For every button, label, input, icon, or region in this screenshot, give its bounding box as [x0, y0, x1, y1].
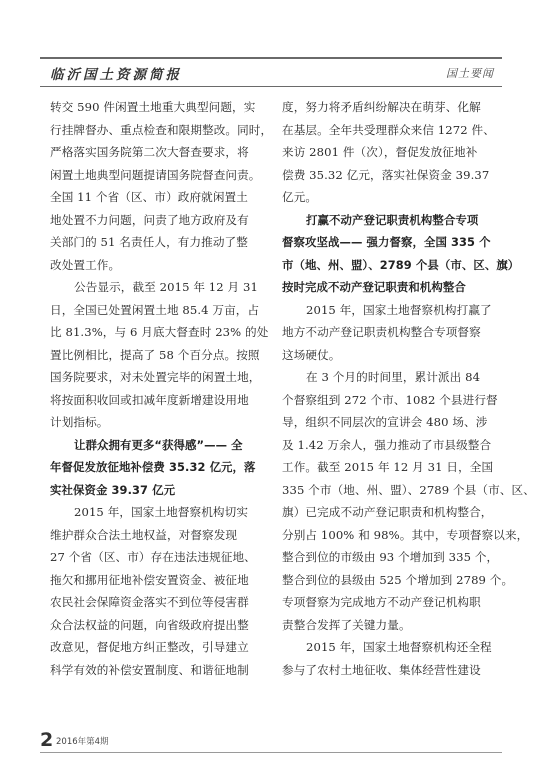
header-rule-top	[40, 57, 502, 59]
section-heading-line: 市（地、州、盟）、2789 个县（市、区、旗）	[282, 257, 520, 272]
body-text-line: 及 1.42 万余人，强力推动了市县级整合	[282, 437, 492, 452]
body-text-line: 公告显示，截至 2015 年 12 月 31	[74, 280, 258, 294]
body-text-line: 维护群众合法土地权益，对督察发现	[50, 527, 238, 542]
body-text-line: 分别占 100% 和 98%。其中，专项督察以来，	[282, 527, 529, 542]
header-rule-bottom	[40, 86, 502, 87]
body-text-line: 行挂牌督办、重点检查和限期整改。同时，	[50, 122, 273, 137]
body-text-line: 转交 590 件闲置土地重大典型问题，实	[50, 100, 256, 114]
section-title: 国土要闻	[446, 67, 494, 80]
footer-rule	[40, 752, 502, 753]
body-text-line: 改意见，督促地方纠正整改，引导建立	[50, 640, 249, 654]
body-text-line: 个督察组到 272 个市、1082 个县进行督	[282, 392, 498, 407]
body-text-line: 导，组织不同层次的宣讲会 480 场、涉	[282, 415, 488, 429]
body-text-line: 2015 年，国家土地督察机构还全程	[306, 640, 492, 654]
body-text-line: 在基层。全年共受理群众来信 1272 件、	[282, 122, 495, 137]
body-text-line: 国务院要求，对未处置完毕的闲置土地，	[50, 370, 261, 384]
body-text-line: 日，全国已处置闲置土地 85.4 万亩，占	[50, 302, 260, 317]
body-text-line: 严格落实国务院第二次大督查要求，将	[50, 145, 249, 159]
body-text-line: 全国 11 个省（区、市）政府就闲置土	[50, 190, 248, 204]
body-text-line: 这场硬仗。	[282, 347, 341, 362]
section-heading-line: 打赢不动产登记职责机构整合专项	[306, 212, 479, 227]
body-text-line: 偿费 35.32 亿元，落实社保资金 39.37	[282, 167, 490, 182]
body-text-line: 关部门的 51 名责任人，有力推动了整	[50, 235, 248, 249]
left-column	[50, 96, 273, 681]
section-heading-line: 让群众拥有更多“获得感”—— 全	[74, 437, 243, 452]
body-text-line: 将按面积收回或扣减年度新增建设用地	[50, 392, 249, 407]
body-text-line: 专项督察为完成地方不动产登记机构职	[282, 595, 481, 609]
issue-label: 2016年第4期	[56, 737, 109, 747]
body-text-line: 度，努力将矛盾纠纷解决在萌芽、化解	[282, 100, 481, 114]
body-text-line: 置比例相比，提高了 58 个百分点。按照	[50, 347, 260, 362]
body-text-line: 责整合发挥了关键力量。	[282, 617, 411, 632]
body-text-line: 整合到位的市级由 93 个增加到 335 个，	[282, 550, 499, 564]
running-header	[40, 62, 502, 84]
right-column	[282, 96, 535, 681]
body-text-line: 地方不动产登记职责机构整合专项督察	[282, 325, 481, 339]
body-text-line: 335 个市（地、州、盟）、2789 个县（市、区、	[282, 482, 535, 497]
body-text-line: 27 个省（区、市）存在违法违规征地、	[50, 550, 256, 564]
section-heading-line: 按时完成不动产登记职责和机构整合	[282, 280, 466, 294]
body-text-line: 在 3 个月的时间里，累计派出 84	[306, 370, 481, 384]
section-heading-line: 督察攻坚战—— 强力督察，全国 335 个	[282, 235, 491, 249]
journal-title: 临沂国土资源简报	[50, 67, 182, 83]
body-text-line: 改处置工作。	[50, 257, 121, 272]
body-text-line: 整合到位的县级由 525 个增加到 2789 个。	[282, 572, 514, 587]
body-text-line: 参与了农村土地征收、集体经营性建设	[282, 662, 481, 677]
body-text-line: 来访 2801 件（次），督促发放征地补	[282, 145, 478, 159]
section-heading-line: 实社保资金 39.37 亿元	[50, 482, 176, 497]
body-text-line: 地处置不力问题，问责了地方政府及有	[50, 212, 249, 227]
body-text-line: 计划指标。	[50, 415, 109, 429]
body-text-line: 众合法权益的问题，向省级政府提出整	[50, 617, 249, 632]
body-text-line: 旗）已完成不动产登记职责和机构整合，	[282, 505, 493, 519]
body-text-line: 亿元。	[282, 190, 318, 204]
body-text-line: 拖欠和挪用征地补偿安置资金、被征地	[50, 572, 249, 587]
body-text-line: 科学有效的补偿安置制度、和谐征地制	[50, 662, 249, 677]
section-heading-line: 年督促发放征地补偿费 35.32 亿元，落	[50, 460, 256, 474]
body-text-line: 2015 年，国家土地督察机构打赢了	[306, 302, 492, 317]
body-text-line: 比 81.3%，与 6 月底大督查时 23% 的处	[50, 325, 269, 339]
body-text-line: 闲置土地典型问题提请国务院督查问责。	[50, 167, 261, 182]
body-text-line: 农民社会保障资金落实不到位等侵害群	[50, 595, 249, 609]
page-number: 2	[40, 729, 54, 751]
body-text-line: 工作。截至 2015 年 12 月 31 日，全国	[282, 460, 494, 474]
body-text-line: 2015 年，国家土地督察机构切实	[74, 505, 249, 519]
